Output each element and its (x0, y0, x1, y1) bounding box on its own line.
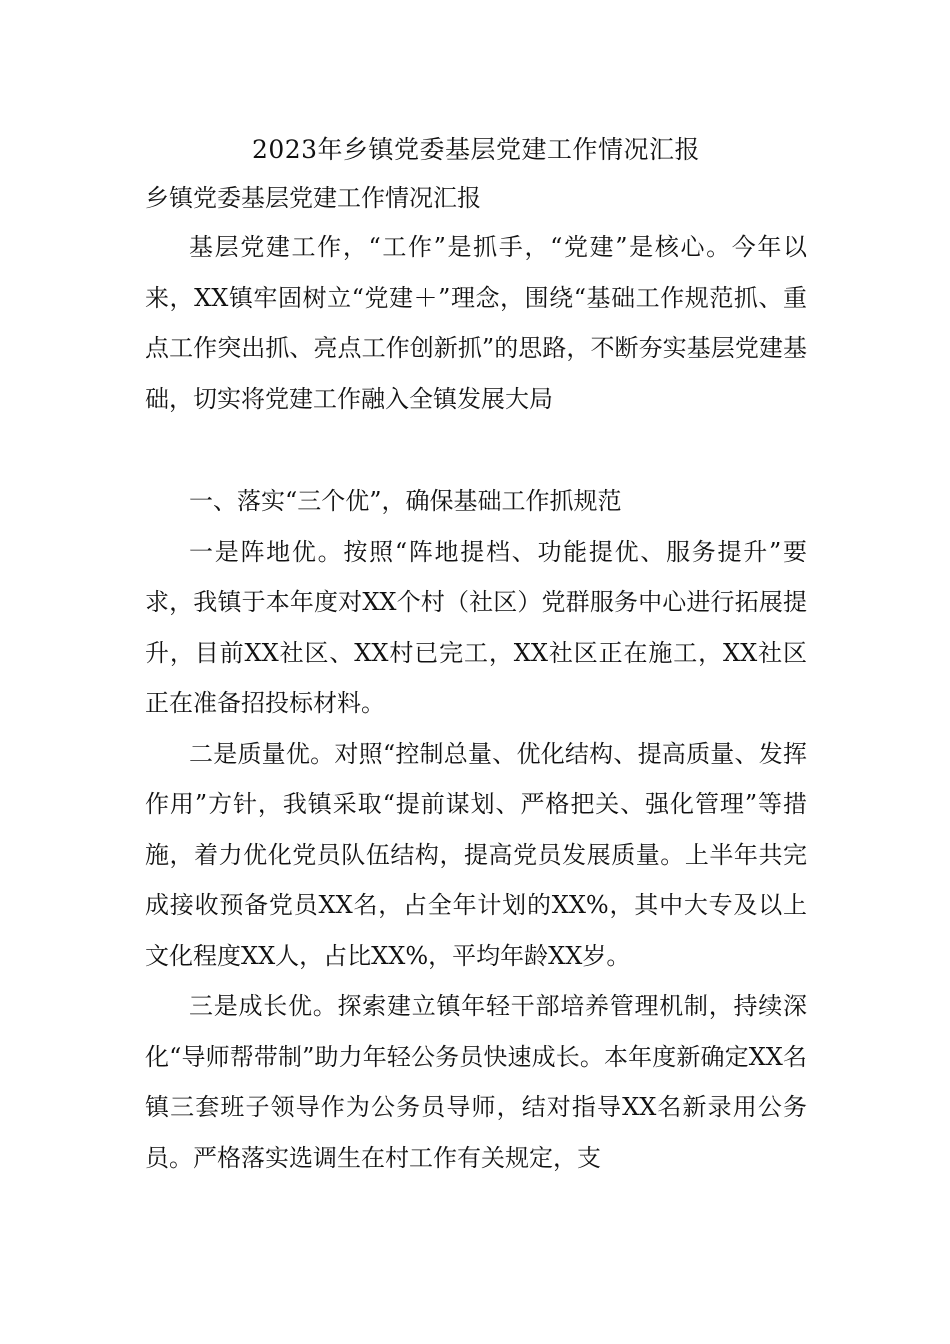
intro-paragraph: 基层党建工作，“工作”是抓手，“党建”是核心。今年以来，XX镇牢固树立“党建＋”理念，围绕“基础工作规范抓、重点工作突出抓、亮点工作创新抓”的思路，不断夯实基层党建基础，切实将党建工作融入全镇发展大局 (145, 233, 807, 413)
document-subtitle: 乡镇党委基层党建工作情况汇报 (145, 184, 481, 212)
document-title: 2023年乡镇党委基层党建工作情况汇报 (251, 135, 701, 164)
document-body (145, 126, 807, 1183)
paragraph-quality-advantage: 二是质量优。对照“控制总量、优化结构、提高质量、发挥作用”方针，我镇采取“提前谋划、严格把关、强化管理”等措施，着力优化党员队伍结构，提高党员发展质量。上半年共完成接收预备党员XX名，占全年计划的XX%，其中大专及以上文化程度XX人，占比XX%，平均年龄XX岁。 (145, 739, 807, 970)
paragraph-position-advantage: 一是阵地优。按照“阵地提档、功能提优、服务提升”要求，我镇于本年度对XX个村（社区）党群服务中心进行拓展提升，目前XX社区、XX村已完工，XX社区正在施工，XX社区正在准备招投标材料。 (145, 537, 807, 717)
paragraph-gap (145, 424, 807, 476)
section-heading: 一、落实“三个优”，确保基础工作抓规范 (189, 487, 622, 515)
paragraph-growth-advantage: 三是成长优。探索建立镇年轻干部培养管理机制，持续深化“导师帮带制”助力年轻公务员快速成长。本年度新确定XX名镇三套班子领导作为公务员导师，结对指导XX名新录用公务员。严格落实选调生在村工作有关规定，支 (145, 992, 807, 1172)
